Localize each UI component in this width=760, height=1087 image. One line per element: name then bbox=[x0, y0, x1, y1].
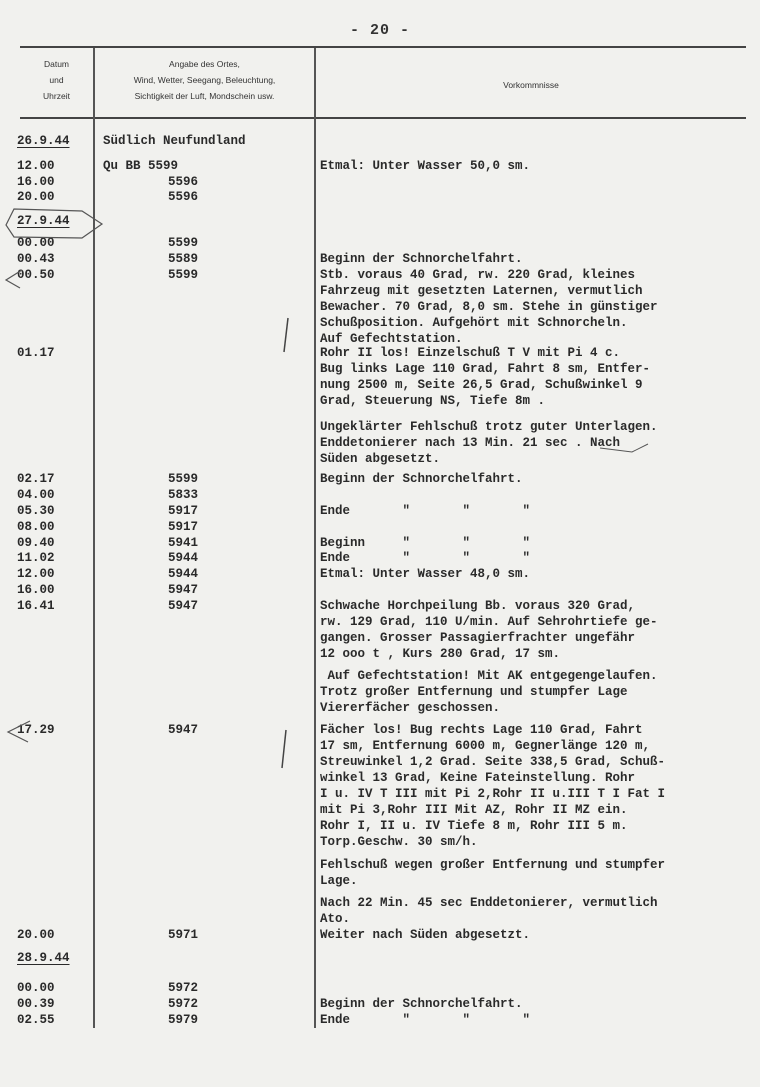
log-time: 16.00 bbox=[17, 175, 55, 189]
log-event-line: Rohr I, II u. IV Tiefe 8 m, Rohr III 5 m. bbox=[320, 819, 628, 833]
log-place: 5599 bbox=[167, 236, 198, 250]
log-event-line: Beginn der Schnorchelfahrt. bbox=[320, 252, 523, 266]
log-time: 00.50 bbox=[17, 268, 55, 282]
log-event-line: Lage. bbox=[320, 874, 358, 888]
log-place: 5833 bbox=[167, 488, 198, 502]
log-event-line: Beginn der Schnorchelfahrt. bbox=[320, 472, 523, 486]
log-time: 02.17 bbox=[17, 472, 55, 486]
header-col-vorkommnisse-label: Vorkommnisse bbox=[503, 80, 559, 90]
log-date: 26.9.44 bbox=[17, 134, 70, 148]
log-event-line: Fächer los! Bug rechts Lage 110 Grad, Fahrt bbox=[320, 723, 643, 737]
log-event-line: Süden abgesetzt. bbox=[320, 452, 441, 466]
log-time: 20.00 bbox=[17, 190, 55, 204]
log-event-line: Nach 22 Min. 45 sec Enddetonierer, vermutlich bbox=[320, 896, 658, 910]
log-time: 00.00 bbox=[17, 236, 55, 250]
log-time: 09.40 bbox=[17, 536, 55, 550]
log-place: 5979 bbox=[167, 1013, 198, 1027]
log-event-line: Grad, Steuerung NS, Tiefe 8m . bbox=[320, 394, 546, 408]
log-event-line: Bewacher. 70 Grad, 8,0 sm. Stehe in günstiger bbox=[320, 300, 658, 314]
log-time: 00.00 bbox=[17, 981, 55, 995]
header-col-datum-line-1: Datum bbox=[43, 59, 70, 69]
log-event-line: Ungeklärter Fehlschuß trotz guter Unterlagen. bbox=[320, 420, 658, 434]
log-time: 04.00 bbox=[17, 488, 55, 502]
header-col-datum-line-2: und bbox=[49, 75, 64, 85]
log-event-line: Fahrzeug mit gesetzten Laternen, vermutlich bbox=[320, 284, 643, 298]
log-place: 5917 bbox=[167, 504, 198, 518]
log-event-line: nung 2500 m, Seite 26,5 Grad, Schußwinkel 9 bbox=[320, 378, 643, 392]
log-event-line: I u. IV T III mit Pi 2,Rohr II u.III T I Fat I bbox=[320, 787, 666, 801]
log-event-line: Beginn der Schnorchelfahrt. bbox=[320, 997, 523, 1011]
log-date: 28.9.44 bbox=[17, 951, 70, 965]
log-time: 12.00 bbox=[17, 159, 55, 173]
log-place: 5944 bbox=[167, 551, 198, 565]
log-event-line: Enddetonierer nach 13 Min. 21 sec . Nach bbox=[320, 436, 621, 450]
log-time: 12.00 bbox=[17, 567, 55, 581]
log-time: 00.39 bbox=[17, 997, 55, 1011]
log-event-line: Torp.Geschw. 30 sm/h. bbox=[320, 835, 478, 849]
log-event-line: Ende " " " bbox=[320, 504, 531, 518]
log-time: 01.17 bbox=[17, 346, 55, 360]
log-event-line: 17 sm, Entfernung 6000 m, Gegnerlänge 120 m, bbox=[320, 739, 651, 753]
log-event-line: Streuwinkel 1,2 Grad. Seite 338,5 Grad, Schuß- bbox=[320, 755, 666, 769]
log-time: 05.30 bbox=[17, 504, 55, 518]
log-date: 27.9.44 bbox=[17, 214, 70, 228]
log-place: 5596 bbox=[167, 190, 198, 204]
header-col-ort-line-2: Wind, Wetter, Seegang, Beleuchtung, bbox=[133, 75, 276, 85]
log-time: 00.43 bbox=[17, 252, 55, 266]
log-time: 08.00 bbox=[17, 520, 55, 534]
log-place: 5599 bbox=[167, 268, 198, 282]
log-place: 5941 bbox=[167, 536, 198, 550]
log-event-line: Schußposition. Aufgehört mit Schnorcheln. bbox=[320, 316, 628, 330]
log-place: 5944 bbox=[167, 567, 198, 581]
log-event-line: Ato. bbox=[320, 912, 351, 926]
log-event-line: Fehlschuß wegen großer Entfernung und stumpfer bbox=[320, 858, 666, 872]
log-event-line: Auf Gefechtstation. bbox=[320, 332, 463, 346]
log-event-line: 12 ooo t , Kurs 280 Grad, 17 sm. bbox=[320, 647, 561, 661]
log-place: 5947 bbox=[167, 599, 198, 613]
log-event-line: mit Pi 3,Rohr III Mit AZ, Rohr II MZ ein. bbox=[320, 803, 628, 817]
log-event-line: Etmal: Unter Wasser 50,0 sm. bbox=[320, 159, 531, 173]
log-event-line: rw. 129 Grad, 110 U/min. Auf Sehrohrtiefe ge- bbox=[320, 615, 658, 629]
log-event-line: Etmal: Unter Wasser 48,0 sm. bbox=[320, 567, 531, 581]
log-time: 02.55 bbox=[17, 1013, 55, 1027]
log-place: 5917 bbox=[167, 520, 198, 534]
log-place: 5596 bbox=[167, 175, 198, 189]
log-place: 5971 bbox=[167, 928, 198, 942]
log-place: 5599 bbox=[167, 472, 198, 486]
log-event-line: Rohr II los! Einzelschuß T V mit Pi 4 c. bbox=[320, 346, 621, 360]
log-event-line: Trotz großer Entfernung und stumpfer Lage bbox=[320, 685, 628, 699]
log-place: 5947 bbox=[167, 583, 198, 597]
log-event-line: Viererfächer geschossen. bbox=[320, 701, 501, 715]
header-col-ort-line-1: Angabe des Ortes, bbox=[169, 59, 240, 69]
log-event-line: Ende " " " bbox=[320, 551, 531, 565]
log-time: 11.02 bbox=[17, 551, 55, 565]
header-col-datum-line-3: Uhrzeit bbox=[43, 91, 70, 101]
log-event-line: Auf Gefechtstation! Mit AK entgegengelaufen. bbox=[320, 669, 658, 683]
log-place: 5972 bbox=[167, 997, 198, 1011]
log-event-line: Stb. voraus 40 Grad, rw. 220 Grad, kleines bbox=[320, 268, 636, 282]
page-number: - 20 - bbox=[349, 22, 410, 39]
log-time: 20.00 bbox=[17, 928, 55, 942]
log-place: Südlich Neufundland bbox=[103, 134, 246, 148]
header-col-ort-line-3: Sichtigkeit der Luft, Mondschein usw. bbox=[134, 91, 275, 101]
log-place: 5589 bbox=[167, 252, 198, 266]
log-event-line: Bug links Lage 110 Grad, Fahrt 8 sm, Entfer- bbox=[320, 362, 651, 376]
log-event-line: Ende " " " bbox=[320, 1013, 531, 1027]
log-time: 17.29 bbox=[17, 723, 55, 737]
log-time: 16.00 bbox=[17, 583, 55, 597]
log-event-line: Schwache Horchpeilung Bb. voraus 320 Grad, bbox=[320, 599, 636, 613]
log-place: 5972 bbox=[167, 981, 198, 995]
log-event-line: gangen. Grosser Passagierfrachter ungefähr bbox=[320, 631, 636, 645]
log-place: Qu BB 5599 bbox=[103, 159, 179, 173]
log-event-line: Beginn " " " bbox=[320, 536, 531, 550]
log-event-line: winkel 13 Grad, Keine Fateinstellung. Rohr bbox=[320, 771, 636, 785]
log-place: 5947 bbox=[167, 723, 198, 737]
log-event-line: Weiter nach Süden abgesetzt. bbox=[320, 928, 531, 942]
log-time: 16.41 bbox=[17, 599, 55, 613]
